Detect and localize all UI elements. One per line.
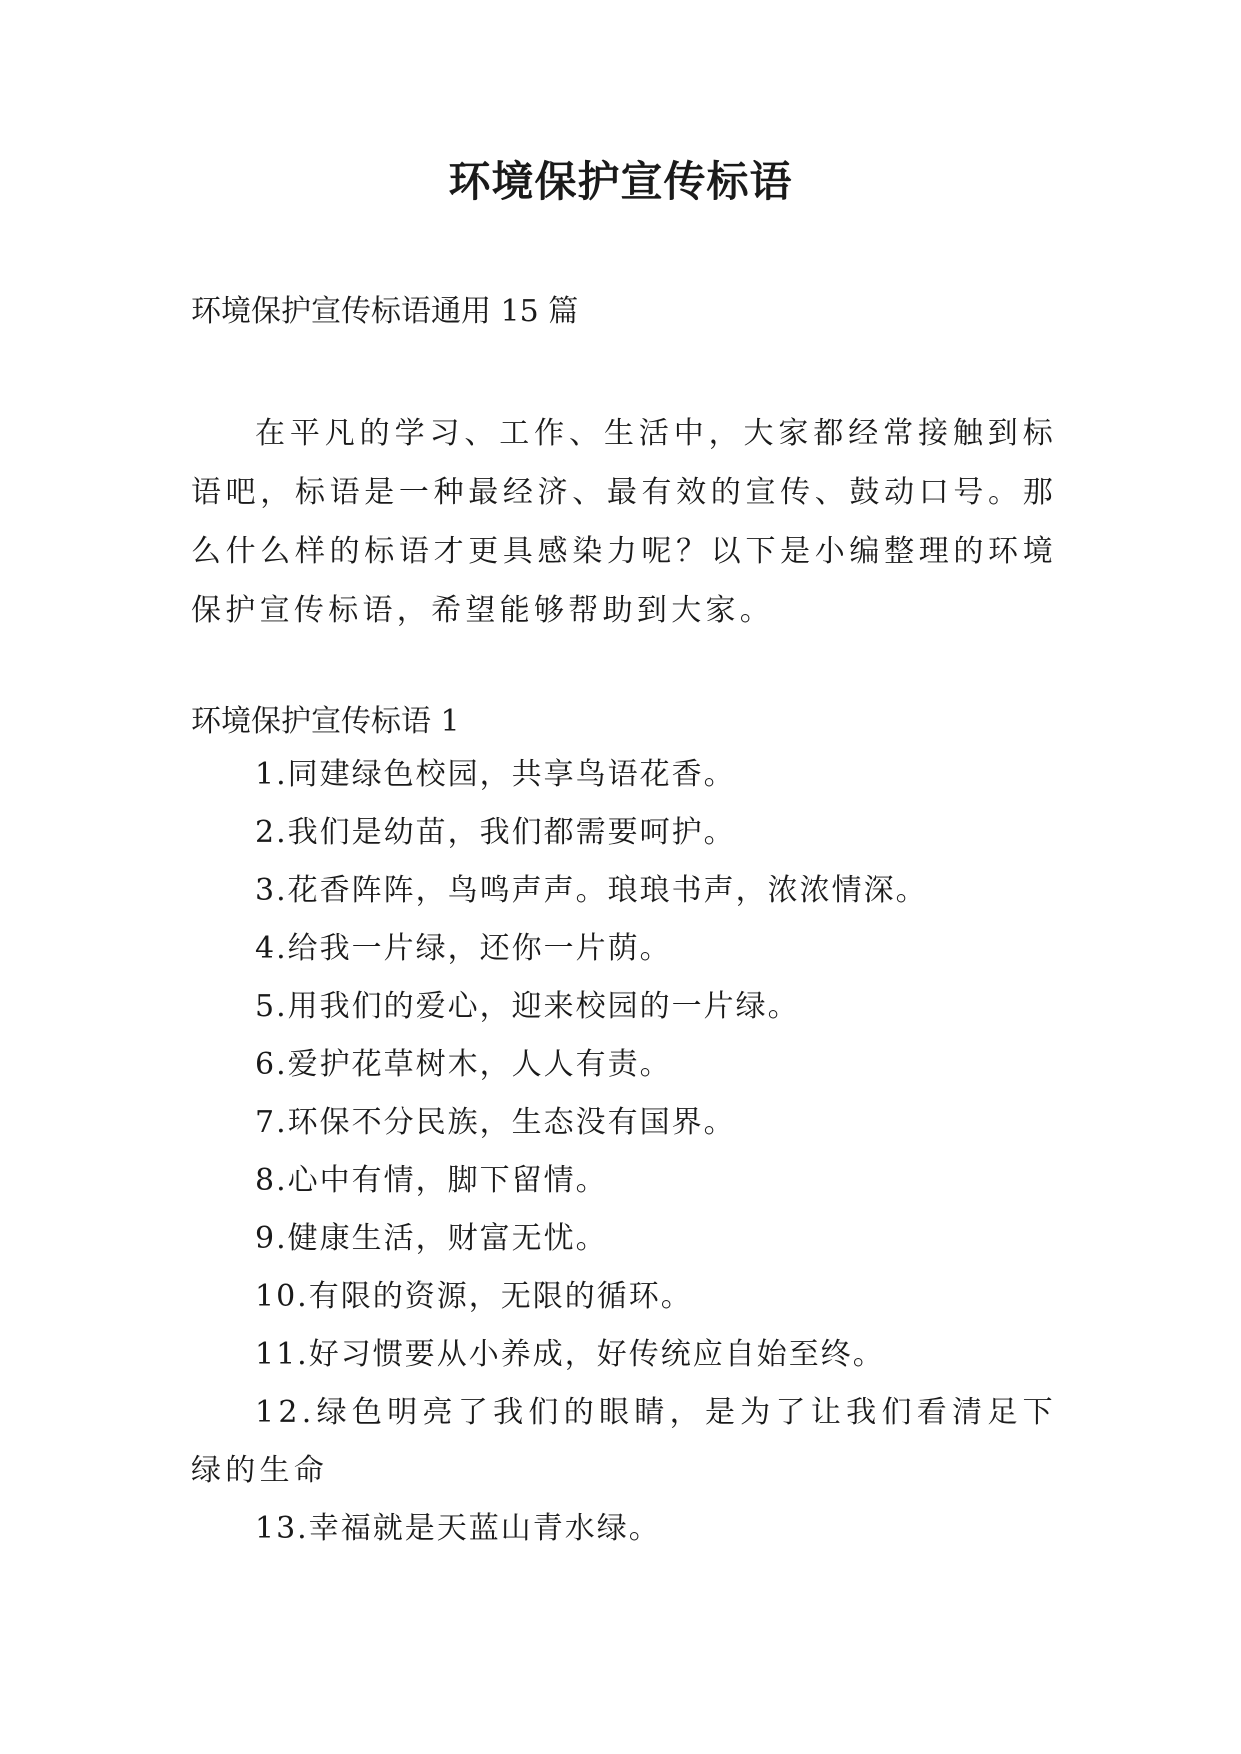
slogan-item: 12.绿色明亮了我们的眼睛，是为了让我们看清足下绿的生命 (191, 1395, 1057, 1488)
slogan-item: 5.用我们的爱心，迎来校园的一片绿。 (255, 989, 800, 1024)
slogan-item: 11.好习惯要从小养成，好传统应自始至终。 (255, 1337, 885, 1372)
document-title: 环境保护宣传标语 (448, 157, 793, 206)
intro-paragraph: 在平凡的学习、工作、生活中，大家都经常接触到标语吧，标语是一种最经济、最有效的宣传、鼓动口号。那么什么样的标语才更具感染力呢？以下是小编整理的环境保护宣传标语，希望能够帮助到大家。 (191, 416, 1057, 628)
slogan-item: 1.同建绿色校园，共享鸟语花香。 (255, 757, 736, 792)
slogan-item: 13.幸福就是天蓝山青水绿。 (255, 1511, 661, 1546)
slogan-item: 4.给我一片绿，还你一片荫。 (255, 931, 672, 966)
slogan-item: 8.心中有情，脚下留情。 (255, 1163, 608, 1198)
slogan-item: 10.有限的资源，无限的循环。 (255, 1279, 693, 1314)
section-heading: 环境保护宣传标语 1 (191, 704, 460, 739)
slogan-item: 3.花香阵阵，鸟鸣声声。琅琅书声，浓浓情深。 (255, 873, 928, 908)
slogan-item: 7.环保不分民族，生态没有国界。 (255, 1105, 736, 1140)
slogan-list (191, 746, 1057, 1558)
slogan-item: 2.我们是幼苗，我们都需要呵护。 (255, 815, 736, 850)
document-subtitle: 环境保护宣传标语通用 15 篇 (191, 294, 579, 329)
slogan-item: 9.健康生活，财富无忧。 (255, 1221, 608, 1256)
slogan-item: 6.爱护花草树木，人人有责。 (255, 1047, 672, 1082)
